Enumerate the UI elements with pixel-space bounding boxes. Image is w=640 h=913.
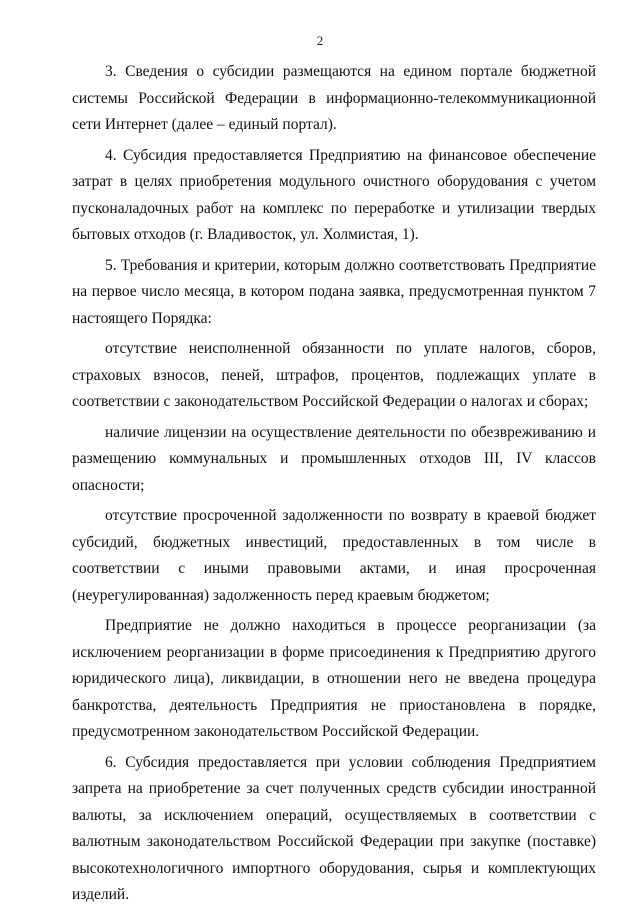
document-body bbox=[72, 59, 596, 913]
requirement-license: наличие лицензии на осуществление деятельности по обезвреживанию и размещению коммунальных и промышленных отходов III, IV классов опасности; bbox=[72, 423, 596, 494]
paragraph-3-subsidy-info: 3. Сведения о субсидии размещаются на едином портале бюджетной системы Российской Федерации в информационно-телекоммуникационной сети Интернет (далее – единый портал). bbox=[72, 63, 596, 133]
requirement-no-overdue-debt: отсутствие просроченной задолженности по возврату в краевой бюджет субсидий, бюджетных инвестиций, предоставленных в том числе в соответствии с иными правовыми актами, и иная просроченная (неурегулированная) задолженность перед краевым бюджетом; bbox=[72, 507, 596, 604]
requirement-no-tax-debt: отсутствие неисполненной обязанности по уплате налогов, сборов, страховых взносов, пеней, штрафов, процентов, подлежащих уплате в соответствии с законодательством Российской Федерации о налогах и сборах; bbox=[72, 340, 596, 410]
requirement-no-reorganization: Предприятие не должно находиться в процессе реорганизации (за исключением реорганизации в форме присоединения к Предприятию другого юридического лица), ликвидации, в отношении него не введена процедура банкротства, деятельность Предприятия не приостановлена в порядке, предусмотренном законодательством Российской Федерации. bbox=[72, 617, 596, 740]
page-number: 2 bbox=[316, 33, 324, 48]
paragraph-4-subsidy-purpose: 4. Субсидия предоставляется Предприятию на финансовое обеспечение затрат в целях приобретения модульного очистного оборудования с учетом пусконаладочных работ на комплекс по переработке и утилизации твердых бытовых отходов (г. Владивосток, ул. Холмистая, 1). bbox=[72, 146, 596, 243]
paragraph-5-requirements: 5. Требования и критерии, которым должно соответствовать Предприятие на первое число месяца, в котором подана заявка, предусмотренная пунктом 7 настоящего Порядка: bbox=[72, 256, 596, 327]
paragraph-6-currency-restriction: 6. Субсидия предоставляется при условии соблюдения Предприятием запрета на приобретение за счет полученных средств субсидии иностранной валюты, за исключением операций, осуществляемых в соответствии с валютным законодательством Российской Федерации при закупке (поставке) высокотехнологичного импортного оборудования, сырья и комплектующих изделий. bbox=[72, 753, 596, 903]
